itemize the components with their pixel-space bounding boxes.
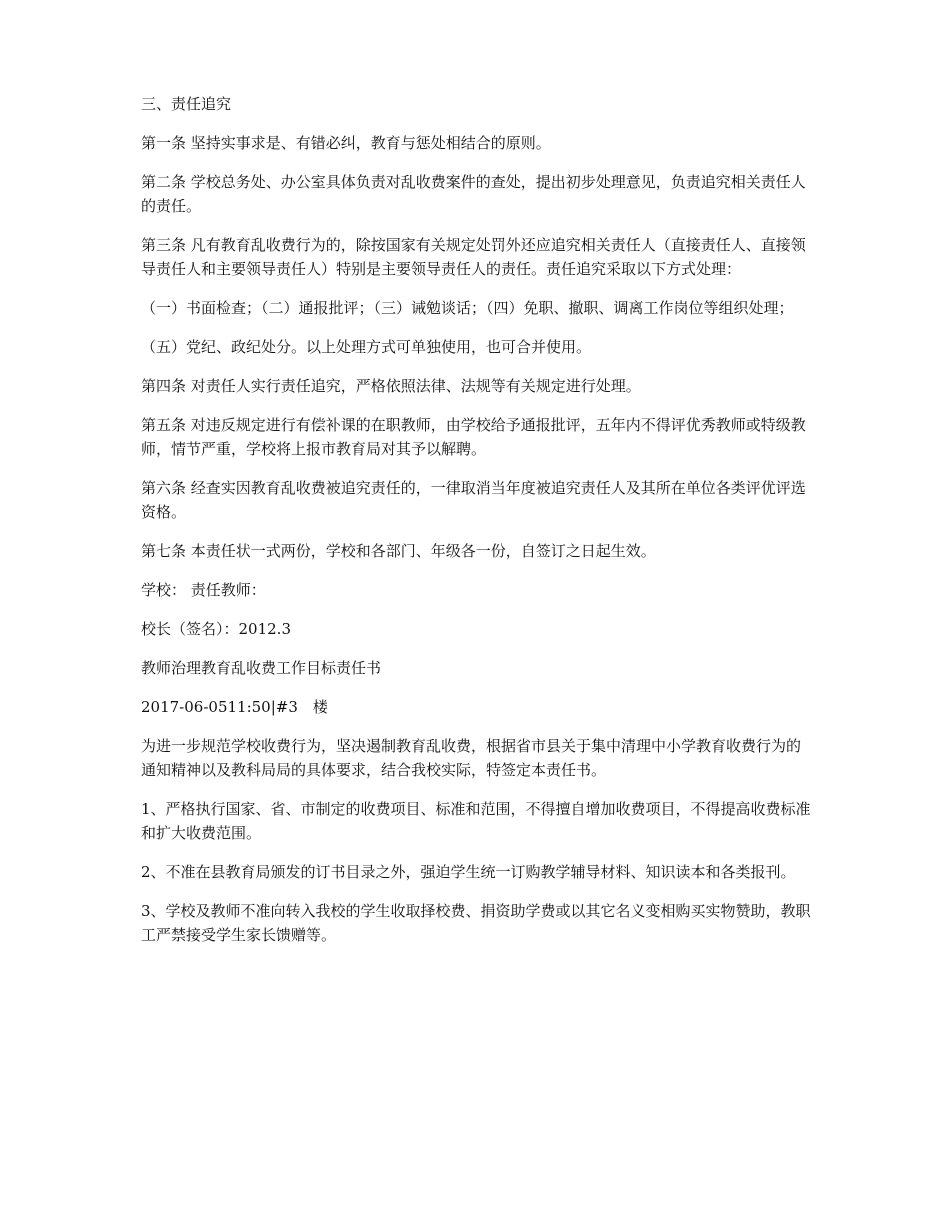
article-1: 第一条 坚持实事求是、有错必纠，教育与惩处相结合的原则。 — [141, 134, 551, 152]
article-3: 第三条 凡有教育乱收费行为的，除按国家有关规定处罚外还应追究相关责任人（直接责任人、直接领导责任人和主要领导责任人）特别是主要领导责任人的责任。责任追究采取以下方式处理： — [141, 236, 806, 278]
rule-1: 1、严格执行国家、省、市制定的收费项目、标准和范围，不得擅自增加收费项目，不得提高收费标准和扩大收费范围。 — [141, 800, 811, 842]
rule-3: 3、学校及教师不准向转入我校的学生收取择校费、捐资助学费或以其它名义变相购买实物赞助，教职工严禁接受学生家长馈赠等。 — [141, 902, 811, 944]
article-5: 第五条 对违反规定进行有偿补课的在职教师，由学校给予通报批评，五年内不得评优秀教师或特级教师，情节严重，学校将上报市教育局对其予以解聘。 — [141, 416, 806, 458]
penalty-list-2: （五）党纪、政纪处分。以上处理方式可单独使用，也可合并使用。 — [141, 338, 592, 356]
section-heading: 三、责任追究 — [141, 95, 232, 113]
article-6: 第六条 经查实因教育乱收费被追究责任的，一律取消当年度被追究责任人及其所在单位各类评优评选资格。 — [141, 479, 806, 521]
signature-line-principal: 校长（签名）：2012.3 — [141, 620, 291, 638]
intro-paragraph: 为进一步规范学校收费行为，坚决遏制教育乱收费，根据省市县关于集中清理中小学教育收费行为的通知精神以及教科局局的具体要求，结合我校实际，特签定本责任书。 — [141, 737, 802, 779]
document-body — [141, 92, 813, 962]
article-2: 第二条 学校总务处、办公室具体负责对乱收费案件的查处，提出初步处理意见，负责追究相关责任人的责任。 — [141, 173, 806, 215]
article-4: 第四条 对责任人实行责任追究，严格依照法律、法规等有关规定进行处理。 — [141, 377, 641, 395]
signature-line-school: 学校： 责任教师： — [141, 581, 266, 599]
rule-2: 2、不准在县教育局颁发的订书目录之外，强迫学生统一订购教学辅导材料、知识读本和各类报刊。 — [141, 863, 796, 881]
post-timestamp: 2017-06-0511:50|#3 楼 — [141, 698, 328, 716]
article-7: 第七条 本责任状一式两份，学校和各部门、年级各一份，自签订之日起生效。 — [141, 542, 656, 560]
penalty-list-1: （一）书面检查；（二）通报批评；（三）诫勉谈话；（四）免职、撤职、调离工作岗位等组织处理； — [141, 299, 794, 317]
document-title: 教师治理教育乱收费工作目标责任书 — [141, 659, 382, 677]
